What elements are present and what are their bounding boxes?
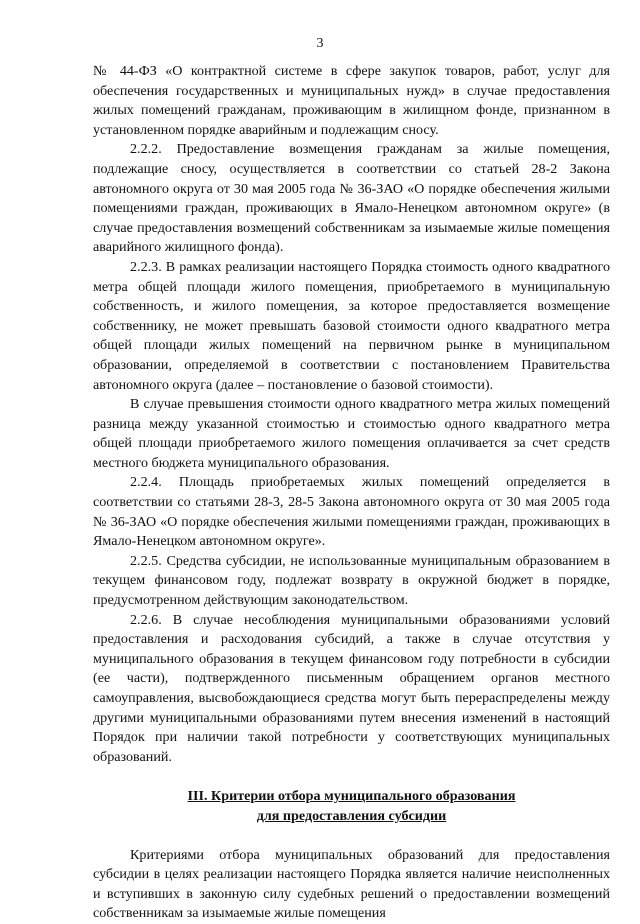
paragraph-2-2-3: 2.2.3. В рамках реализации настоящего Порядка стоимость одного квадратного метра общей площади жилого помещения, приобретаемого в муниципальную собственность, и жилого помещения, за которое предоставляется возмещение собственнику, не может превышать базовой стоимости одного квадратного метра общей площади жилых помещений на первичном рынке в муниципальном образовании, определяемой в соответствии с постановлением Правительства автономного округа (далее – постановление о базовой стоимости). bbox=[93, 258, 610, 393]
paragraph-price-difference: В случае превышения стоимости одного квадратного метра жилых помещений разница между указанной стоимостью и стоимостью одного квадратного метра общей площади приобретаемого жилого помещения оплачивается за счет средств местного бюджета муниципального образования. bbox=[93, 396, 610, 471]
paragraph-2-2-6: 2.2.6. В случае несоблюдения муниципальными образованиями условий предоставления и расходования субсидий, а также в случае отсутствия у муниципального образования в текущем финансовом году потребности в субсидии (ее части), подтвержденного письменным обращением органов местного самоуправления, высвобождающиеся средства могут быть перераспределены между другими муниципальными образованиями путем внесения изменений в настоящий Порядок при наличии такой потребности у соответствующих муниципальных образований. bbox=[93, 611, 610, 765]
paragraph-continuation: № 44-ФЗ «О контрактной системе в сфере закупок товаров, работ, услуг для обеспечения государственных и муниципальных нужд» в случае предоставления жилых помещений гражданам, проживающим в жилищном фонде, признанном в установленном порядке аварийным и подлежащим сносу. bbox=[93, 63, 610, 138]
section-heading-line-1: III. Критерии отбора муниципального образования bbox=[187, 788, 516, 805]
page-number: 3 bbox=[316, 36, 324, 51]
section-heading bbox=[93, 787, 610, 826]
paragraph-2-2-2: 2.2.2. Предоставление возмещения гражданам за жилые помещения, подлежащие сносу, осуществляется в соответствии со статьей 28-2 Закона автономного округа от 30 мая 2005 года № 36-ЗАО «О порядке обеспечения жилыми помещениями граждан, проживающих в Ямало-Ненецком автономном округе» (в случае предоставления возмещений собственникам за изымаемые жилые помещения аварийного жилищного фонда). bbox=[93, 141, 610, 256]
paragraph-2-2-5: 2.2.5. Средства субсидии, не использованные муниципальным образованием в текущем финансовом году, подлежат возврату в окружной бюджет в порядке, предусмотренном действующим законодательством. bbox=[93, 552, 610, 609]
paragraph-2-2-4: 2.2.4. Площадь приобретаемых жилых помещений определяется в соответствии со статьями 28-3, 28-5 Закона автономного округа от 30 мая 2005 года № 36-ЗАО «О порядке обеспечения жилыми помещениями граждан, проживающих в Ямало-Ненецком автономном округе». bbox=[93, 474, 610, 550]
section-heading-line-2: для предоставления субсидии bbox=[256, 807, 447, 824]
document-body bbox=[93, 62, 610, 924]
paragraph-selection-criteria: Критериями отбора муниципальных образований для предоставления субсидии в целях реализации настоящего Порядка является наличие неисполненных и вступивших в законную силу судебных решений о предоставлении возмещений собственникам за изымаемые жилые помещения bbox=[93, 846, 610, 922]
